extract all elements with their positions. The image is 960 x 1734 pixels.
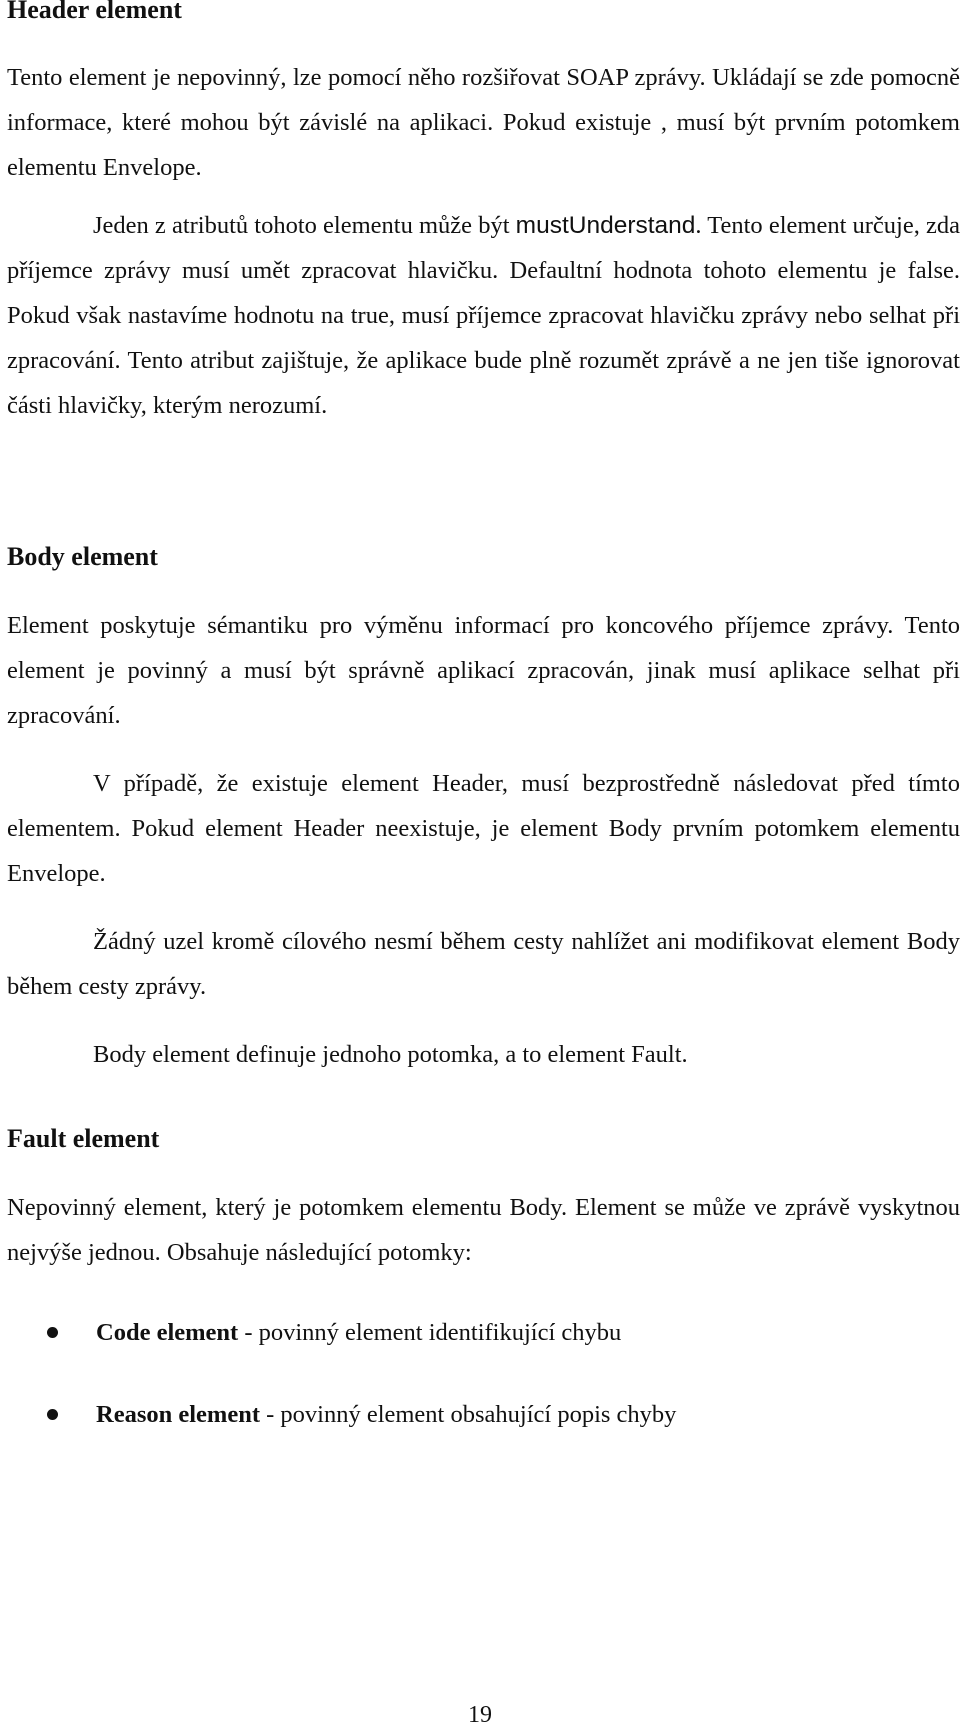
section-title-fault-element: Fault element (7, 1124, 160, 1153)
header-paragraph-1: Tento element je nepovinný, lze pomocí něho rozšiřovat SOAP zprávy. Ukládají se zde pomocně informace, které mohou být závislé na aplikaci. Pokud existuje , musí být prvním potomkem elementu Envelope. (7, 64, 960, 181)
page-number: 19 (468, 1702, 492, 1728)
header-paragraph-2-rest: . Tento element určuje, zda příjemce zprávy musí umět zpracovat hlavičku. Defaultní hodnota tohoto elementu je false. Pokud však nastavíme hodnotu na true, musí příjemce zpracovat hlavičku zprávy nebo selhat při zpracování. Tento atribut zajištuje, že aplikace bude plně rozumět zprávě a ne jen tiše ignorovat části hlavičky, kterým nerozumí. (7, 212, 960, 419)
header-paragraph-2 (7, 203, 960, 428)
header-paragraph-2-start: Jeden z atributů tohoto elementu může být (93, 212, 516, 239)
section-title-body-element: Body element (7, 542, 158, 571)
body-paragraph-1: Element poskytuje sémantiku pro výměnu informací pro koncového příjemce zprávy. Tento element je povinný a musí být správně aplikací zpracován, jinak musí aplikace selhat při zpracování. (7, 612, 960, 729)
body-paragraph-2: V případě, že existuje element Header, musí bezprostředně následovat před tímto elementem. Pokud element Header neexistuje, je element Body prvním potomkem elementu Envelope. (7, 770, 960, 887)
section-title-header-element: Header element (7, 0, 182, 24)
list-item-term: Code element (96, 1319, 239, 1346)
list-item-term: Reason element (96, 1401, 260, 1428)
list-item-description: - povinný element identifikující chybu (238, 1319, 622, 1346)
list-item-text (96, 1313, 621, 1353)
list-item-code-element (0, 1313, 960, 1353)
list-item-reason-element (0, 1395, 960, 1435)
bullet-dot-icon (47, 1409, 58, 1420)
attribute-name-mustunderstand: mustUnderstand (515, 212, 696, 239)
bullet-dot-icon (47, 1327, 58, 1338)
body-paragraph-4: Body element definuje jednoho potomka, a to element Fault. (93, 1041, 688, 1068)
fault-paragraph-1: Nepovinný element, který je potomkem elementu Body. Element se může ve zprávě vyskytnou nejvýše jednou. Obsahuje následující potomky: (7, 1194, 960, 1266)
body-paragraph-3: Žádný uzel kromě cílového nesmí během cesty nahlížet ani modifikovat element Body během cesty zprávy. (7, 928, 960, 1000)
list-item-description: - povinný element obsahující popis chyby (259, 1401, 677, 1428)
list-item-text (96, 1395, 676, 1435)
